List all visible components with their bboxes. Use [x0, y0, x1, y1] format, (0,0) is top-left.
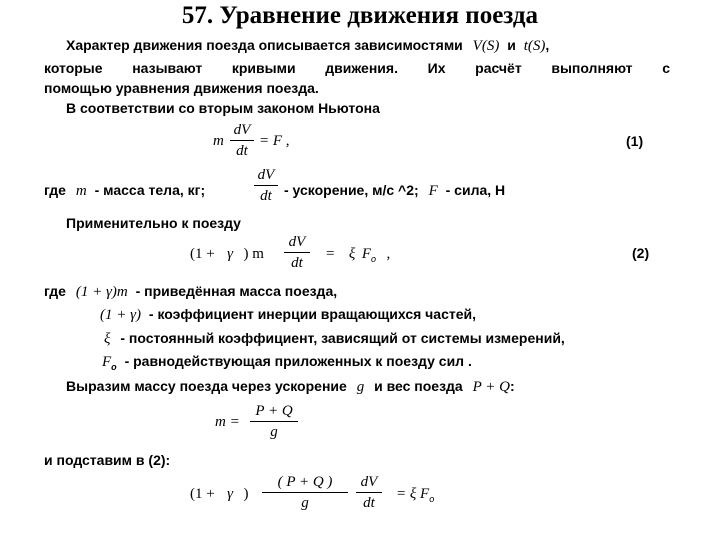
eq2-gamma: γ — [227, 246, 234, 262]
express-colon: : — [509, 378, 515, 394]
where1-accel-desc: - ускорение, м/с ^2; — [284, 182, 419, 198]
def3-symbol: ξ — [104, 331, 111, 347]
eq2-xi: ξ — [348, 246, 356, 262]
eq4-rhs: = ξ F — [396, 486, 430, 502]
def4-sub: o — [111, 362, 117, 372]
eq2-equals: = — [326, 246, 335, 262]
eq1-numerator: dV — [233, 122, 251, 138]
slide-title: 57. Уравнение движения поезда — [181, 2, 539, 29]
where1-m: m — [75, 183, 87, 199]
where1-gde: где — [44, 182, 66, 198]
express-text: Выразим массу поезда через ускорение — [66, 378, 347, 394]
eq4-numerator1: ( P + Q ) — [277, 474, 333, 490]
newton-intro: В соответствии со вторым законом Ньютона — [66, 100, 380, 116]
eq2-right-paren-m: ) m — [243, 246, 264, 262]
where1-F-desc: - сила, Н — [445, 182, 506, 198]
eq3-fraction — [250, 402, 298, 441]
eq1-denominator: dt — [236, 143, 248, 159]
express-g: g — [356, 379, 365, 395]
v-of-s-formula: V(S) — [472, 38, 500, 54]
eq3-numerator: P + Q — [255, 403, 293, 419]
eq2-F: F — [361, 246, 371, 262]
def2-symbol: (1 + γ) — [100, 307, 142, 323]
where1-fraction — [254, 166, 278, 205]
eq1-m: m — [213, 133, 224, 149]
where1-frac-den: dt — [260, 188, 272, 204]
def2-line — [100, 306, 476, 324]
eq4-fraction2 — [356, 473, 382, 512]
express-line — [66, 378, 515, 396]
def3-text: - постоянный коэффициент, зависящий от системы измерений, — [120, 330, 565, 346]
eq1-number: (1) — [626, 133, 644, 149]
def4-symbol: F — [102, 354, 112, 370]
eq4-gamma: γ — [227, 486, 234, 502]
eq2-left-paren: (1 + — [190, 246, 215, 262]
where1-m-desc: - масса тела, кг; — [94, 182, 206, 198]
eq4-fraction1 — [262, 473, 348, 512]
fraction-bar — [230, 140, 254, 141]
fraction-bar — [284, 252, 310, 253]
eq4-denominator1: g — [301, 495, 309, 511]
eq2-comma: , — [386, 246, 391, 262]
fraction-bar — [250, 421, 298, 422]
eq4-right — [396, 485, 434, 504]
def1-line — [44, 283, 337, 301]
express-pq: P + Q — [472, 379, 510, 395]
where1-frac-num: dV — [257, 167, 275, 183]
where1-line — [44, 182, 205, 200]
def4-line — [102, 353, 472, 376]
eq1-rhs: = F , — [259, 133, 290, 149]
def1-text: - приведённая масса поезда, — [135, 283, 338, 299]
eq1-fraction — [230, 121, 254, 160]
eq2-right — [326, 245, 390, 264]
express-mid: и вес поезда — [374, 378, 463, 394]
where1-F: F — [428, 183, 438, 199]
def4-text: - равнодействующая приложенных к поезду сил . — [124, 353, 472, 369]
fraction-bar — [262, 492, 348, 493]
eq2-number: (2) — [632, 245, 650, 261]
intro-and: и — [507, 37, 516, 53]
eq4-left-paren: (1 + — [190, 486, 215, 502]
eq4-rhs-sub: o — [429, 494, 435, 504]
intro-line1-text: Характер движения поезда описывается зависимостями — [66, 37, 463, 53]
intro-line3: помощью уравнения движения поезда. — [44, 80, 319, 96]
eq4-denominator2: dt — [363, 495, 375, 511]
eq2-fraction — [284, 233, 310, 272]
intro-comma: , — [545, 37, 550, 53]
def3-line — [104, 330, 565, 348]
intro-line1 — [66, 37, 549, 55]
eq4-close: ) — [243, 486, 249, 502]
where1-rest — [284, 182, 505, 200]
eq4-left — [190, 485, 249, 503]
eq2-F-sub: o — [370, 254, 376, 264]
fraction-bar — [356, 492, 382, 493]
eq3-denominator: g — [270, 424, 278, 440]
fraction-bar — [254, 185, 278, 186]
intro-line2: которые называют кривыми движения. Их расчёт выполняют с — [44, 60, 670, 76]
defs-gde: где — [44, 283, 66, 299]
def2-text: - коэффициент инерции вращающихся частей, — [148, 306, 477, 322]
substitute-line: и подставим в (2): — [44, 452, 171, 468]
t-of-s-formula: t(S) — [523, 38, 546, 54]
train-intro: Применительно к поезду — [66, 215, 241, 231]
eq4-numerator2: dV — [360, 474, 378, 490]
eq3-lhs: m = — [215, 414, 240, 430]
eq2-numerator: dV — [288, 234, 306, 250]
def1-symbol: (1 + γ)m — [75, 284, 128, 300]
eq2-denominator: dt — [291, 255, 303, 271]
eq2-left — [190, 245, 264, 263]
